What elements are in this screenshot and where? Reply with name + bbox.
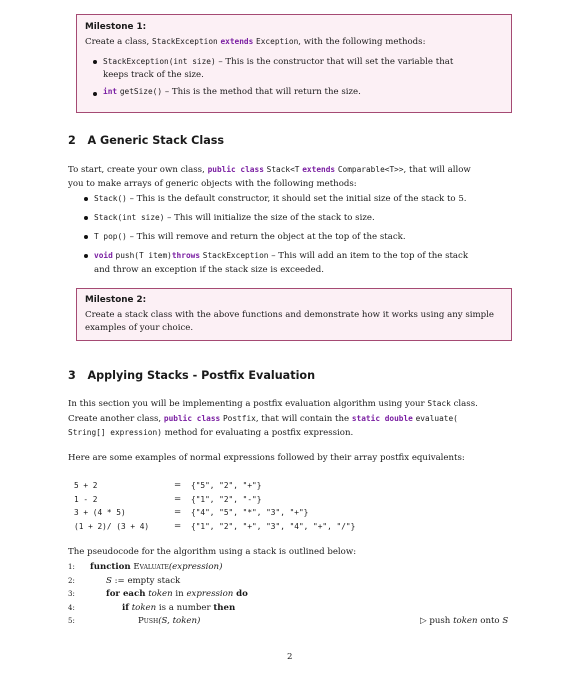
bullet-dot — [93, 92, 97, 96]
section-2-item-4: void push(T item)throws StackException – This will add an item to the top of the stack and throw an exception if the stack size is exceeded. — [94, 251, 469, 275]
milestone-2-box — [76, 288, 512, 341]
section-2-item-3: T pop() – This will remove and return the object at the top of the stack. — [94, 232, 406, 242]
algorithm-line: 5: Push(S, token) ▷ push token onto S — [68, 615, 518, 629]
milestone-2-text: Create a stack class with the above functions and demonstrate how it works using any simple examples of your choice. — [85, 310, 494, 333]
section-2-heading: 2 A Generic Stack Class — [68, 134, 225, 147]
bullet-dot — [84, 216, 88, 220]
milestone-1-intro: Create a class, StackException extends Exception, with the following methods: — [85, 37, 426, 47]
algorithm-comment: ▷ push token onto S — [420, 616, 509, 626]
milestone-1-title: Milestone 1: — [85, 22, 147, 32]
section-2-paragraph: To start, create your own class, public class Stack<T extends Comparable<T>>, that will allow you to make arrays of generic objects with the following methods: — [68, 165, 471, 189]
milestone-2-title: Milestone 2: — [85, 295, 147, 305]
milestone-1-box — [76, 14, 512, 113]
example-row: 3 + (4 * 5) = {"4", "5", "*", "3", "+"} — [74, 507, 309, 517]
page-number: 2 — [287, 652, 293, 662]
postfix-examples — [74, 479, 494, 533]
algorithm-line: 2: S := empty stack — [68, 575, 181, 586]
algorithm-line: 1: function Evaluate(expression) — [68, 562, 223, 572]
bullet-dot — [84, 197, 88, 201]
milestone-1-item-2: int getSize() – This is the method that will return the size. — [103, 87, 361, 97]
algorithm-line: 3: for each token in expression do — [68, 589, 248, 599]
example-row: (1 + 2)/ (3 + 4) = {"1", "2", "+", "3", "4", "+", "/"} — [74, 520, 356, 531]
bullet-dot — [84, 235, 88, 239]
milestone-1-item-1: StackException(int size) – This is the constructor that will set the variable that keeps track of the size. — [103, 57, 454, 80]
section-3-paragraph-1: In this section you will be implementing a postfix evaluation algorithm using your Stack class. Create another class, public class Postfix, that will contain the static double evaluate( String[] expression) method for evaluating a postfix expression. — [68, 399, 478, 438]
section-2-item-2: Stack(int size) – This will initialize the size of the stack to size. — [94, 213, 375, 223]
algorithm-line: 4: if token is a number then — [68, 602, 236, 613]
bullet-dot — [93, 60, 97, 64]
section-3-paragraph-2: Here are some examples of normal expressions followed by their array postfix equivalents: — [68, 453, 465, 463]
section-3-heading: 3 Applying Stacks - Postfix Evaluation — [68, 369, 316, 382]
section-3-paragraph-3: The pseudocode for the algorithm using a stack is outlined below: — [68, 547, 357, 557]
example-row: 1 - 2 = {"1", "2", "-"} — [74, 493, 262, 504]
example-row: 5 + 2 = {"5", "2", "+"} — [74, 480, 262, 490]
bullet-dot — [84, 254, 88, 258]
section-2-item-1: Stack() – This is the default constructor, it should set the initial size of the stack to 5. — [94, 194, 467, 204]
algorithm-pseudocode — [68, 561, 518, 629]
